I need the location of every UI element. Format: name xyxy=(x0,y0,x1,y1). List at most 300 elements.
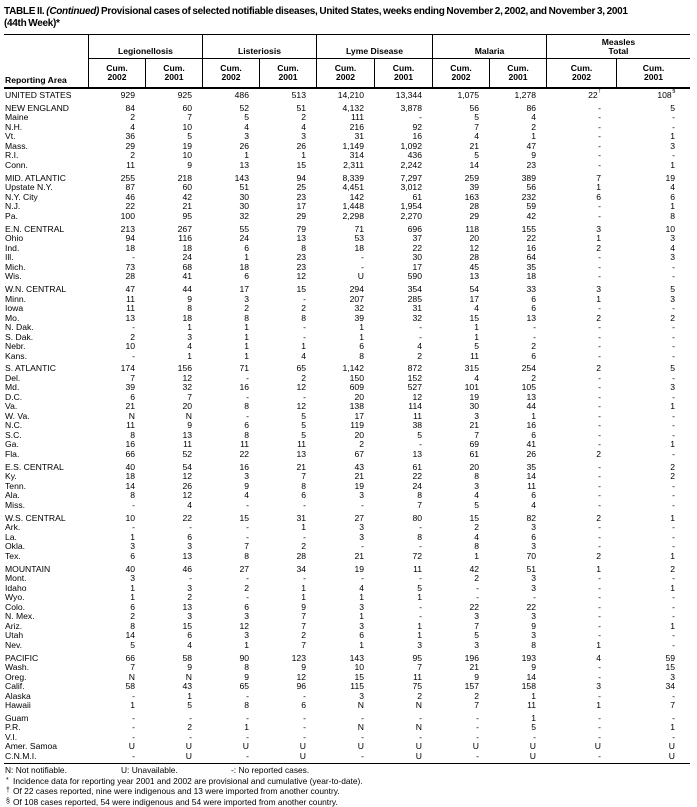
data-cell: - xyxy=(598,382,601,393)
data-cell: - xyxy=(672,429,675,440)
table-row xyxy=(4,472,690,482)
data-cell: 100 xyxy=(120,210,135,221)
data-cell: 2 xyxy=(531,341,536,352)
reporting-area-cell: Iowa xyxy=(5,303,24,314)
data-cell: 13 xyxy=(296,448,306,459)
data-cell: - xyxy=(672,112,675,123)
data-cell: 3 xyxy=(244,471,249,482)
reporting-area-cell: Wis. xyxy=(5,271,22,282)
reporting-area-cell: N.C. xyxy=(5,420,23,431)
data-cell: 116 xyxy=(178,233,192,244)
data-cell: 6 xyxy=(130,601,135,612)
data-cell: - xyxy=(672,611,675,622)
data-cell: 2 xyxy=(474,522,479,533)
data-cell: 1 xyxy=(301,522,306,533)
reporting-area-cell: Miss. xyxy=(5,499,26,510)
data-cell: 15 xyxy=(354,671,364,682)
data-cell: - xyxy=(303,331,306,342)
reporting-area-cell: Upstate N.Y. xyxy=(5,182,53,193)
data-cell: 1,142 xyxy=(342,363,364,374)
data-cell: - xyxy=(476,731,479,742)
data-cell: 22 xyxy=(412,471,422,482)
data-cell: 4 xyxy=(301,350,306,361)
data-cell: - xyxy=(246,522,249,533)
data-cell: 3 xyxy=(474,410,479,421)
reporting-area-cell: MID. ATLANTIC xyxy=(5,172,66,183)
data-cell: 6 xyxy=(187,531,192,542)
data-cell: 9 xyxy=(301,601,306,612)
reporting-area-cell: Ohio xyxy=(5,233,24,244)
table-row xyxy=(4,263,690,273)
data-cell: 6 xyxy=(531,429,536,440)
data-cell: 28 xyxy=(296,550,306,561)
data-cell: - xyxy=(598,131,601,142)
data-cell: - xyxy=(246,531,249,542)
reporting-area-cell: Wyo. xyxy=(5,592,25,603)
data-cell: - xyxy=(419,601,422,612)
data-cell: 34 xyxy=(296,563,306,574)
data-cell: 17 xyxy=(354,410,364,421)
data-cell: - xyxy=(598,439,601,450)
data-cell: 6 xyxy=(244,420,249,431)
data-cell: 1 xyxy=(474,322,479,333)
data-cell: 101 xyxy=(464,382,479,393)
data-cell: 80 xyxy=(412,512,422,523)
reporting-area-cell: Mo. xyxy=(5,312,20,323)
data-cell: 8 xyxy=(244,401,249,412)
reporting-area-cell: Guam xyxy=(5,712,29,723)
data-cell: 22 xyxy=(412,242,422,253)
data-cell: 2 xyxy=(531,372,536,383)
data-cell: 513 xyxy=(291,90,306,100)
data-cell: 7 xyxy=(130,372,135,383)
data-cell: 87 xyxy=(125,182,135,193)
reporting-area-cell: Amer. Samoa xyxy=(5,741,58,752)
data-cell: 59 xyxy=(665,652,675,663)
data-cell: 11 xyxy=(297,439,306,450)
column-subheader-cum-2001: Cum. 2001 xyxy=(145,59,202,87)
table-row xyxy=(4,673,690,683)
data-cell: 42 xyxy=(526,210,536,221)
data-cell: 1 xyxy=(301,341,306,352)
data-cell: 8 xyxy=(244,662,249,673)
data-cell: 1 xyxy=(596,293,601,304)
table-header xyxy=(4,34,690,89)
data-cell: 105 xyxy=(521,382,536,393)
data-cell: 29 xyxy=(296,210,306,221)
reporting-area-cell: Tenn. xyxy=(5,480,27,491)
data-cell: - xyxy=(246,712,249,723)
data-cell: - xyxy=(533,731,536,742)
data-cell: 43 xyxy=(182,681,192,692)
table-row xyxy=(4,450,690,460)
table-row xyxy=(4,244,690,254)
data-cell: 1 xyxy=(596,233,601,244)
reporting-area-cell: Fla. xyxy=(5,448,20,459)
data-cell: - xyxy=(598,372,601,383)
data-cell: 12 xyxy=(412,391,422,402)
data-cell: 23 xyxy=(296,191,306,202)
data-cell: 2,311 xyxy=(343,159,364,170)
data-cell: - xyxy=(598,303,601,314)
data-cell: 52 xyxy=(182,448,192,459)
data-cell: 6 xyxy=(670,191,675,202)
reporting-area-cell: Ill. xyxy=(5,252,14,263)
data-cell: 61 xyxy=(469,448,479,459)
data-cell: 27 xyxy=(354,512,364,523)
data-cell: 32 xyxy=(354,303,364,314)
data-cell: 3 xyxy=(244,611,249,622)
data-cell: 20 xyxy=(469,461,479,472)
data-cell: - xyxy=(246,731,249,742)
reporting-area-cell: MOUNTAIN xyxy=(5,563,51,574)
data-cell: 26 xyxy=(239,140,249,151)
data-cell: 18 xyxy=(182,242,192,253)
table-row xyxy=(4,733,690,743)
data-cell: 54 xyxy=(182,461,192,472)
data-cell: 1 xyxy=(244,350,249,361)
data-cell: - xyxy=(361,712,364,723)
data-cell: 5 xyxy=(670,102,675,113)
data-cell: 22 xyxy=(125,201,135,212)
data-cell: 11 xyxy=(413,410,422,421)
data-cell: 28 xyxy=(469,252,479,263)
data-cell: 1,149 xyxy=(342,140,364,151)
data-cell: 3 xyxy=(670,293,675,304)
data-cell: 1 xyxy=(359,322,364,333)
table-row xyxy=(4,752,690,762)
data-cell: 95 xyxy=(182,210,192,221)
data-cell: - xyxy=(598,592,601,603)
reporting-area-cell: Ind. xyxy=(5,242,20,253)
data-cell: 60 xyxy=(182,102,192,113)
data-cell: 1,075 xyxy=(457,90,479,100)
reporting-area-cell: Kans. xyxy=(5,350,27,361)
data-cell: - xyxy=(476,712,479,723)
data-cell: 158 xyxy=(521,681,536,692)
data-cell: 3,012 xyxy=(400,182,422,193)
data-cell: 1 xyxy=(187,690,192,701)
data-cell: 1 xyxy=(670,620,675,631)
data-cell: 4 xyxy=(244,121,249,132)
reporting-area-cell: Va. xyxy=(5,401,18,412)
table-row xyxy=(4,161,690,171)
data-cell: 11 xyxy=(470,350,479,361)
table-row xyxy=(4,104,690,114)
title-continued: (Continued) xyxy=(46,6,100,17)
data-cell: 1 xyxy=(417,630,422,641)
data-cell: 72 xyxy=(412,550,422,561)
data-cell: 1 xyxy=(670,159,675,170)
data-cell: 3 xyxy=(531,573,536,584)
column-subheader-cum-2001: Cum. 2001 xyxy=(374,59,432,87)
data-cell: - xyxy=(672,639,675,650)
data-cell: 1 xyxy=(670,512,675,523)
data-cell: 3 xyxy=(670,233,675,244)
reporting-area-cell: Md. xyxy=(5,382,20,393)
table-row xyxy=(4,584,690,594)
data-cell: 8 xyxy=(417,531,422,542)
data-cell: U xyxy=(529,741,536,752)
data-cell: 79 xyxy=(296,223,306,234)
data-cell: 2 xyxy=(596,550,601,561)
data-cell: U xyxy=(594,741,601,752)
data-cell: 17 xyxy=(296,201,306,212)
data-cell: 6 xyxy=(130,550,135,561)
data-cell: 19 xyxy=(469,391,479,402)
data-cell: 58 xyxy=(125,681,135,692)
data-cell: 8 xyxy=(244,550,249,561)
data-cell: 22 xyxy=(469,601,479,612)
reporting-area-cell: E.N. CENTRAL xyxy=(5,223,65,234)
data-cell: 7 xyxy=(187,112,192,123)
reporting-area-cell: R.I. xyxy=(5,150,19,161)
data-cell: - xyxy=(598,601,601,612)
data-cell: 3 xyxy=(130,573,135,584)
data-cell: - xyxy=(189,712,192,723)
data-cell: - xyxy=(598,620,601,631)
reporting-area-cell: N.Y. City xyxy=(5,191,38,202)
data-cell: 5 xyxy=(531,722,536,733)
data-cell: 16 xyxy=(526,242,536,253)
data-cell: N xyxy=(185,671,192,682)
data-cell: 2 xyxy=(531,121,536,132)
data-cell: 1 xyxy=(301,582,306,593)
data-cell: 12 xyxy=(296,671,306,682)
table-row xyxy=(4,113,690,123)
data-cell: 2 xyxy=(187,722,192,733)
data-cell: 7,297 xyxy=(400,172,422,183)
data-cell: 84 xyxy=(125,102,135,113)
data-cell: 2 xyxy=(670,461,675,472)
table-row xyxy=(4,421,690,431)
data-cell: - xyxy=(672,712,675,723)
data-cell: 22 xyxy=(182,512,192,523)
data-cell: 527 xyxy=(407,382,422,393)
data-cell: 259 xyxy=(464,172,479,183)
data-cell: 12 xyxy=(469,242,479,253)
data-cell: 7 xyxy=(301,639,306,650)
table-row xyxy=(4,272,690,282)
data-cell: 8 xyxy=(244,312,249,323)
data-cell: 3,878 xyxy=(400,102,422,113)
data-cell: 29 xyxy=(469,210,479,221)
data-cell: 14 xyxy=(125,480,135,491)
data-cell: 4 xyxy=(531,112,536,123)
data-cell: 108§ xyxy=(657,87,676,100)
data-cell: - xyxy=(476,722,479,733)
data-cell: 2 xyxy=(301,303,306,314)
data-cell: 4,132 xyxy=(342,102,364,113)
data-cell: 55 xyxy=(239,223,249,234)
data-cell: - xyxy=(303,573,306,584)
data-cell: 3 xyxy=(670,140,675,151)
data-cell: - xyxy=(672,341,675,352)
data-cell: - xyxy=(598,531,601,542)
data-cell: 75 xyxy=(412,681,422,692)
data-cell: 8 xyxy=(130,490,135,501)
data-cell: 2 xyxy=(596,363,601,374)
data-cell: 5 xyxy=(130,639,135,650)
data-cell: 30 xyxy=(412,252,422,263)
table-row xyxy=(4,253,690,263)
data-cell: 7 xyxy=(417,662,422,673)
data-cell: 2 xyxy=(130,611,135,622)
data-cell: 2 xyxy=(301,630,306,641)
data-cell: 13 xyxy=(412,448,422,459)
data-cell: - xyxy=(598,159,601,170)
data-cell: 44 xyxy=(526,401,536,412)
data-cell: 30 xyxy=(469,401,479,412)
data-cell: N xyxy=(128,671,135,682)
data-cell: - xyxy=(533,322,536,333)
data-cell: 5 xyxy=(474,499,479,510)
reporting-area-cell: Calif. xyxy=(5,681,25,692)
footnote-marker: * xyxy=(6,776,9,784)
data-cell: 3 xyxy=(531,630,536,641)
table-row xyxy=(4,323,690,333)
data-cell: - xyxy=(672,261,675,272)
data-cell: 5 xyxy=(417,429,422,440)
data-cell: - xyxy=(598,140,601,151)
table-row xyxy=(4,491,690,501)
data-cell: 9 xyxy=(187,420,192,431)
table-row xyxy=(4,641,690,651)
data-cell: 4 xyxy=(359,582,364,593)
data-cell: 1 xyxy=(596,563,601,574)
data-cell: 47 xyxy=(125,284,135,295)
data-cell: - xyxy=(598,252,601,263)
data-cell: 9 xyxy=(531,150,536,161)
data-cell: 42 xyxy=(182,191,192,202)
table-row xyxy=(4,234,690,244)
table-row xyxy=(4,742,690,752)
data-cell: 4 xyxy=(474,303,479,314)
data-cell: 1 xyxy=(244,322,249,333)
table-row xyxy=(4,431,690,441)
data-cell: 23 xyxy=(296,261,306,272)
data-cell: 4 xyxy=(187,499,192,510)
data-cell: 43 xyxy=(354,461,364,472)
data-cell: 8 xyxy=(187,303,192,314)
data-cell: 1 xyxy=(531,690,536,701)
data-cell: 31 xyxy=(412,303,422,314)
data-cell: 1 xyxy=(359,639,364,650)
column-group-header-listeriosis: Listeriosis xyxy=(202,35,316,59)
data-cell: 46 xyxy=(182,563,192,574)
data-cell: 1 xyxy=(417,620,422,631)
data-cell: 44 xyxy=(182,284,192,295)
footnote: † Of 22 cases reported, nine were indigenous and 13 were imported from another country. xyxy=(6,786,340,797)
data-cell: - xyxy=(598,541,601,552)
data-cell: - xyxy=(132,522,135,533)
data-cell: 11 xyxy=(126,293,135,304)
column-group-header-lyme-disease: Lyme Disease xyxy=(316,35,432,59)
data-cell: - xyxy=(672,391,675,402)
reporting-area-cell: W.S. CENTRAL xyxy=(5,512,66,523)
data-cell: 22 xyxy=(526,233,536,244)
reporting-area-cell: Utah xyxy=(5,630,24,641)
data-cell: - xyxy=(361,750,364,761)
table-title-line2: (44th Week)* xyxy=(4,18,60,29)
data-cell: 32 xyxy=(182,382,192,393)
data-cell: 96 xyxy=(296,681,306,692)
table-row xyxy=(4,701,690,711)
reporting-area-header: Reporting Area xyxy=(5,75,67,85)
data-cell: N xyxy=(415,722,422,733)
data-cell: U xyxy=(185,741,192,752)
data-cell: - xyxy=(598,662,601,673)
reporting-area-cell: S. ATLANTIC xyxy=(5,363,56,374)
data-cell: 174 xyxy=(120,363,135,374)
data-cell: 7 xyxy=(417,499,422,510)
reporting-area-cell: Ky. xyxy=(5,471,17,482)
data-cell: 1 xyxy=(670,201,675,212)
data-cell: 8 xyxy=(301,480,306,491)
data-cell: 12 xyxy=(182,471,192,482)
data-cell: 4 xyxy=(670,242,675,253)
table-row xyxy=(4,123,690,133)
table-row xyxy=(4,295,690,305)
data-cell: 41 xyxy=(526,439,536,450)
reporting-area-cell: W.N. CENTRAL xyxy=(5,284,67,295)
data-cell: 4 xyxy=(187,639,192,650)
data-cell: 4 xyxy=(596,652,601,663)
data-cell: 42 xyxy=(469,563,479,574)
legend-item: -: No reported cases. xyxy=(231,765,310,776)
table-row xyxy=(4,723,690,733)
data-cell: - xyxy=(246,573,249,584)
data-cell: - xyxy=(189,522,192,533)
data-cell: 12 xyxy=(296,271,306,282)
data-cell: 2 xyxy=(130,112,135,123)
data-cell: 114 xyxy=(408,401,422,412)
data-cell: - xyxy=(598,522,601,533)
data-cell: 11 xyxy=(240,439,249,450)
table-row xyxy=(4,352,690,362)
data-cell: 3 xyxy=(670,382,675,393)
reporting-area-cell: Ariz. xyxy=(5,620,23,631)
data-cell: 90 xyxy=(239,652,249,663)
data-cell: - xyxy=(672,350,675,361)
reporting-area-cell: Wash. xyxy=(5,662,30,673)
data-cell: 8 xyxy=(417,490,422,501)
data-cell: 14 xyxy=(469,159,479,170)
data-cell: 16 xyxy=(125,439,135,450)
data-cell: 23 xyxy=(296,252,306,263)
data-cell: - xyxy=(303,499,306,510)
data-cell: - xyxy=(132,731,135,742)
data-cell: 36 xyxy=(125,131,135,142)
data-cell: 5 xyxy=(474,112,479,123)
reporting-area-cell: W. Va. xyxy=(5,410,30,421)
data-cell: 4 xyxy=(130,121,135,132)
data-cell: - xyxy=(672,531,675,542)
data-cell: 13 xyxy=(125,312,135,323)
data-cell: 3 xyxy=(359,522,364,533)
data-cell: 1 xyxy=(130,531,135,542)
data-cell: U xyxy=(299,741,306,752)
data-cell: 39 xyxy=(125,382,135,393)
data-cell: 15 xyxy=(296,159,306,170)
reporting-area-cell: Colo. xyxy=(5,601,26,612)
reporting-area-cell: Idaho xyxy=(5,582,27,593)
column-subheader-cum-2002: Cum. 2002 xyxy=(88,59,145,87)
table-row xyxy=(4,333,690,343)
data-cell: - xyxy=(419,322,422,333)
data-cell: 20 xyxy=(182,401,192,412)
data-cell: - xyxy=(598,420,601,431)
